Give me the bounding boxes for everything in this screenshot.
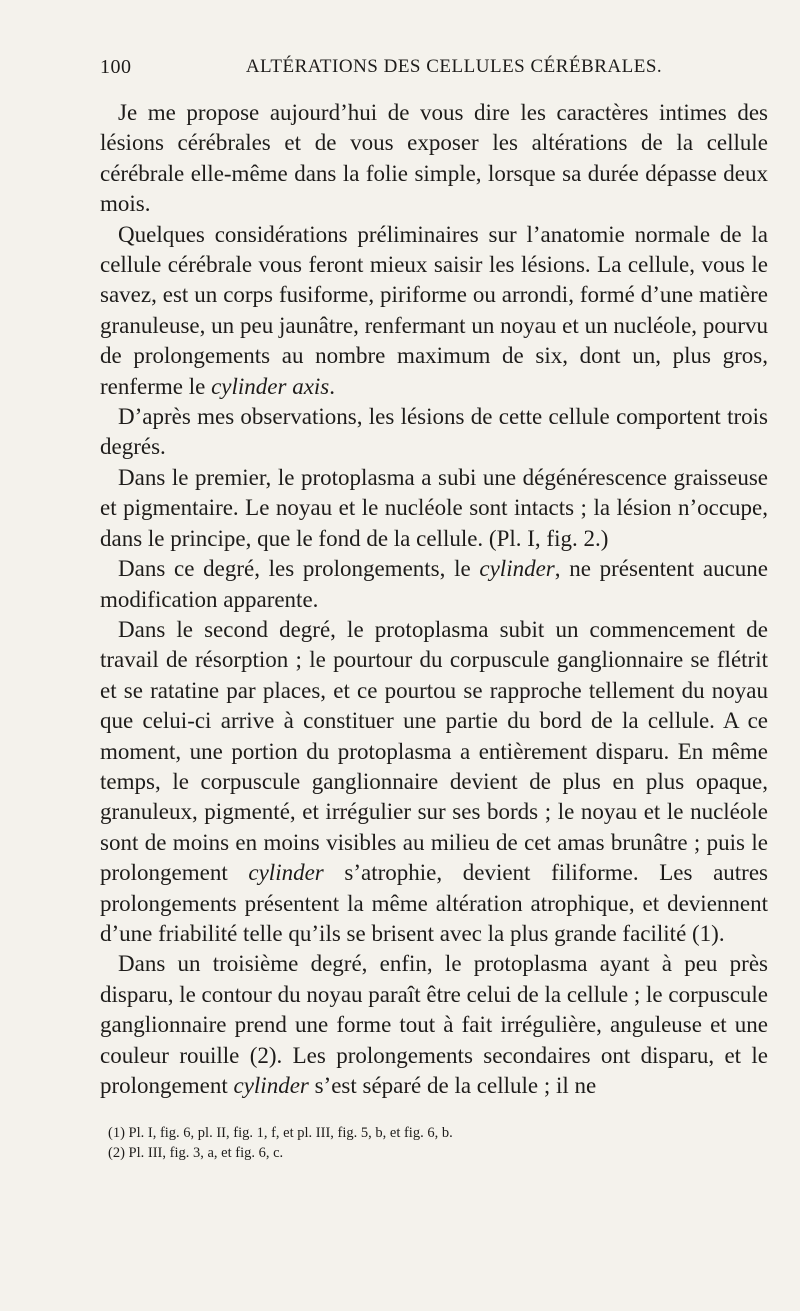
italic-term: cylinder (233, 1073, 309, 1098)
page-number: 100 (100, 56, 132, 78)
paragraph: Quelques considérations préliminaires sur l’anatomie normale de la cellule cérébrale vous feront mieux saisir les lésions. La cellule, vous le savez, est un corps fusiforme, piriforme ou arrondi, formé d’une matière granuleuse, un peu jaunâtre, renfermant un noyau et un nucléole, pourvu de prolongements au nombre maximum de six, dont un, plus gros, renferme le cylinder axis. (100, 221, 768, 399)
footnote: (2) Pl. III, fig. 3, a, et fig. 6, c. (108, 1145, 284, 1162)
body-text (100, 98, 768, 1101)
paragraph: Dans ce degré, les prolongements, le cylinder, ne présentent aucune modification apparente. (100, 556, 768, 612)
book-page (100, 56, 768, 1163)
paragraph: Dans un troisième degré, enfin, le protoplasma ayant à peu près disparu, le contour du noyau paraît être celui de la cellule ; le corpuscule ganglionnaire prend une forme tout à fait irrégulière, anguleuse et une couleur rouille (2). Les prolongements secondaires ont disparu, et le prolongement cylinder s’est séparé de la cellule ; il ne (100, 951, 769, 1098)
paragraph: Dans le second degré, le protoplasma subit un commencement de travail de résorption ; le pourtour du corpuscule ganglionnaire se flétrit et se ratatine par places, et ce pourtou se rapproche tellement du noyau que celui-ci arrive à constituer une partie du bord de la cellule. A ce moment, une portion du protoplasma a entièrement disparu. En même temps, le corpuscule ganglionnaire devient de plus en plus opaque, granuleux, pigmenté, et irrégulier sur ses bords ; le noyau et le nucléole sont de moins en moins visibles au milieu de cet amas brunâtre ; puis le prolongement cylinder s’atrophie, devient filiforme. Les autres prolongements présentent la même altération atrophique, et deviennent d’une friabilité telle qu’ils se brisent avec la plus grande facilité (1). (100, 616, 768, 946)
footnotes (100, 1123, 768, 1163)
paragraph: Je me propose aujourd’hui de vous dire les caractères intimes des lésions cérébrales et de vous exposer les altérations de la cellule cérébrale elle-même dans la folie simple, lorsque sa durée dépasse deux mois. (100, 100, 768, 217)
italic-term: cylinder (248, 860, 324, 886)
footnote: (1) Pl. I, fig. 6, pl. II, fig. 1, f, et pl. III, fig. 5, b, et fig. 6, b. (108, 1125, 453, 1142)
italic-term: cylinder (479, 556, 555, 582)
italic-term: cylinder axis (211, 373, 330, 399)
running-header (100, 56, 768, 90)
paragraph: Dans le premier, le protoplasma a subi une dégénérescence graisseuse et pigmentaire. Le noyau et le nucléole sont intacts ; la lésion n’occupe, dans le principe, que le fond de la cellule. (Pl. I, fig. 2.) (100, 464, 768, 551)
running-title: ALTÉRATIONS DES CELLULES CÉRÉBRALES. (245, 56, 663, 77)
paragraph: D’après mes observations, les lésions de cette cellule comportent trois degrés. (100, 404, 768, 460)
